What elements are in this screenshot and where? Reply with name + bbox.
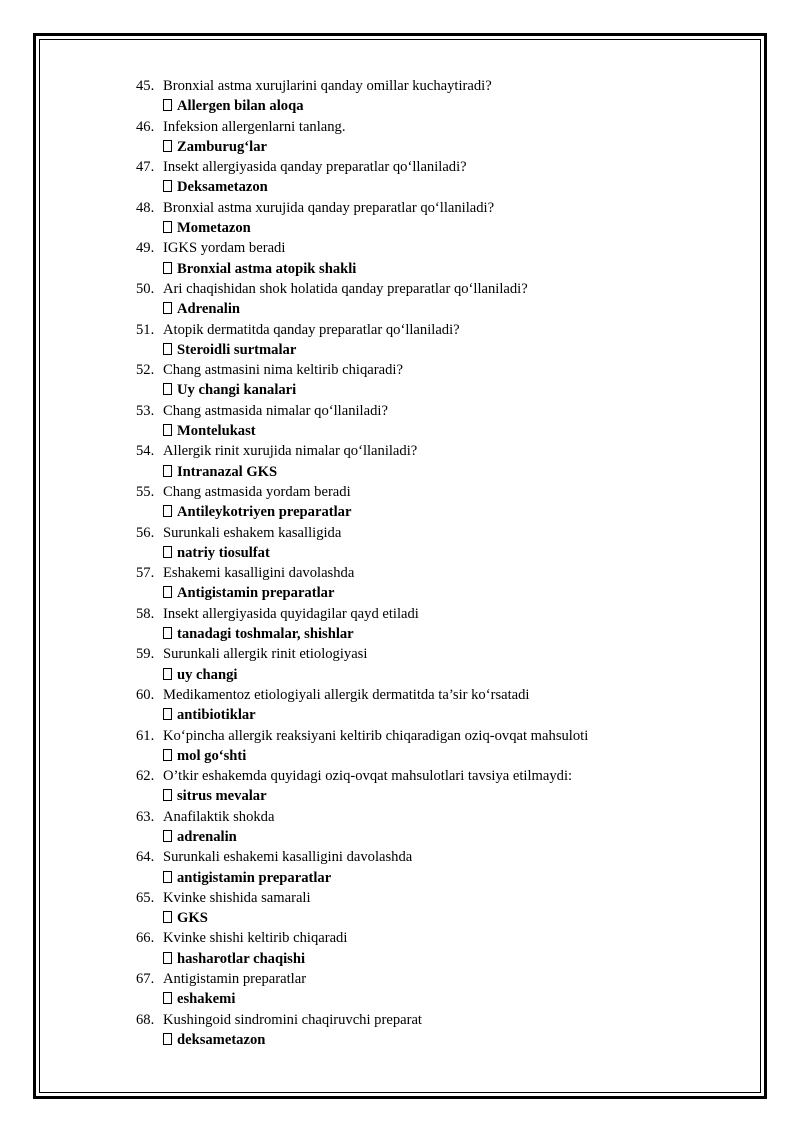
answer-text: deksametazon bbox=[177, 1031, 266, 1048]
answer-line bbox=[136, 299, 736, 319]
question-line bbox=[136, 969, 736, 989]
question-line bbox=[136, 238, 736, 258]
question-number: 65. bbox=[136, 889, 155, 906]
answer-line bbox=[136, 340, 736, 360]
question-number: 67. bbox=[136, 971, 155, 988]
question-number: 50. bbox=[136, 280, 155, 297]
question-number: 48. bbox=[136, 199, 155, 216]
answer-text: tanadagi toshmalar, shishlar bbox=[177, 626, 354, 643]
question-number: 64. bbox=[136, 849, 155, 866]
checkbox-glyph-icon bbox=[163, 221, 172, 233]
question-number: 62. bbox=[136, 768, 155, 785]
question-item bbox=[136, 847, 736, 888]
question-number: 56. bbox=[136, 524, 155, 541]
question-item bbox=[136, 198, 736, 239]
answer-line bbox=[136, 462, 736, 482]
question-line bbox=[136, 807, 736, 827]
question-line bbox=[136, 685, 736, 705]
question-number: 66. bbox=[136, 930, 155, 947]
question-line bbox=[136, 157, 736, 177]
checkbox-glyph-icon bbox=[163, 830, 172, 842]
question-text: Kushingoid sindromini chaqiruvchi preparat bbox=[163, 1011, 422, 1028]
question-line bbox=[136, 766, 736, 786]
checkbox-glyph-icon bbox=[163, 668, 172, 680]
answer-text: Intranazal GKS bbox=[177, 463, 278, 480]
question-text: O’tkir eshakemda quyidagi oziq-ovqat mahsulotlari tavsiya etilmaydi: bbox=[163, 768, 573, 785]
answer-text: natriy tiosulfat bbox=[177, 544, 270, 561]
answer-line bbox=[136, 827, 736, 847]
checkbox-glyph-icon bbox=[163, 424, 172, 436]
answer-text: Antileykotriyen preparatlar bbox=[177, 504, 352, 521]
question-number: 68. bbox=[136, 1011, 155, 1028]
question-line bbox=[136, 604, 736, 624]
answer-text: Deksametazon bbox=[177, 179, 268, 196]
answer-text: Steroidli surtmalar bbox=[177, 341, 297, 358]
checkbox-glyph-icon bbox=[163, 99, 172, 111]
checkbox-glyph-icon bbox=[163, 302, 172, 314]
question-line bbox=[136, 76, 736, 96]
answer-line bbox=[136, 665, 736, 685]
answer-text: antibiotiklar bbox=[177, 707, 256, 724]
question-number: 61. bbox=[136, 727, 155, 744]
question-line bbox=[136, 644, 736, 664]
question-number: 55. bbox=[136, 483, 155, 500]
question-text: Kvinke shishida samarali bbox=[163, 889, 311, 906]
answer-text: Mometazon bbox=[177, 220, 251, 237]
question-text: Eshakemi kasalligini davolashda bbox=[163, 565, 355, 582]
question-line bbox=[136, 1010, 736, 1030]
question-text: Chang astmasida nimalar qo‘llaniladi? bbox=[163, 402, 388, 419]
checkbox-glyph-icon bbox=[163, 586, 172, 598]
answer-text: Uy changi kanalari bbox=[177, 382, 297, 399]
question-item bbox=[136, 76, 736, 117]
question-line bbox=[136, 279, 736, 299]
checkbox-glyph-icon bbox=[163, 789, 172, 801]
checkbox-glyph-icon bbox=[163, 911, 172, 923]
question-line bbox=[136, 198, 736, 218]
question-item bbox=[136, 888, 736, 929]
answer-line bbox=[136, 746, 736, 766]
question-line bbox=[136, 888, 736, 908]
question-text: Infeksion allergenlarni tanlang. bbox=[163, 118, 346, 135]
question-text: Medikamentoz etiologiyali allergik dermatitda ta’sir ko‘rsatadi bbox=[163, 686, 530, 703]
question-number: 45. bbox=[136, 78, 155, 94]
checkbox-glyph-icon bbox=[163, 992, 172, 1004]
question-line bbox=[136, 563, 736, 583]
checkbox-glyph-icon bbox=[163, 505, 172, 517]
question-text: IGKS yordam beradi bbox=[163, 240, 286, 257]
question-text: Bronxial astma xurujida qanday preparatlar qo‘llaniladi? bbox=[163, 199, 495, 216]
question-number: 57. bbox=[136, 565, 155, 582]
answer-text: Bronxial astma atopik shakli bbox=[177, 260, 357, 277]
question-item bbox=[136, 117, 736, 158]
checkbox-glyph-icon bbox=[163, 952, 172, 964]
question-line bbox=[136, 320, 736, 340]
answer-line bbox=[136, 177, 736, 197]
question-item bbox=[136, 807, 736, 848]
question-text: Kvinke shishi keltirib chiqaradi bbox=[163, 930, 348, 947]
question-number: 60. bbox=[136, 686, 155, 703]
question-line bbox=[136, 523, 736, 543]
question-text: Surunkali allergik rinit etiologiyasi bbox=[163, 646, 368, 663]
question-line bbox=[136, 847, 736, 867]
answer-line bbox=[136, 908, 736, 928]
question-item bbox=[136, 157, 736, 198]
checkbox-glyph-icon bbox=[163, 465, 172, 477]
question-item bbox=[136, 523, 736, 564]
answer-text: antigistamin preparatlar bbox=[177, 869, 332, 886]
answer-text: hasharotlar chaqishi bbox=[177, 950, 306, 967]
question-text: Antigistamin preparatlar bbox=[163, 971, 307, 988]
checkbox-glyph-icon bbox=[163, 343, 172, 355]
question-text: Chang astmasida yordam beradi bbox=[163, 483, 351, 500]
answer-text: Adrenalin bbox=[177, 301, 240, 318]
answer-text: Allergen bilan aloqa bbox=[177, 98, 304, 115]
question-number: 51. bbox=[136, 321, 155, 338]
answer-text: Zamburug‘lar bbox=[177, 138, 267, 155]
question-item bbox=[136, 401, 736, 442]
answer-line bbox=[136, 543, 736, 563]
answer-line bbox=[136, 380, 736, 400]
question-number: 49. bbox=[136, 240, 155, 257]
question-list bbox=[136, 76, 736, 1050]
answer-line bbox=[136, 989, 736, 1009]
answer-text: GKS bbox=[177, 910, 208, 927]
answer-text: adrenalin bbox=[177, 828, 237, 845]
question-line bbox=[136, 726, 736, 746]
answer-line bbox=[136, 624, 736, 644]
question-item bbox=[136, 482, 736, 523]
question-text: Chang astmasini nima keltirib chiqaradi? bbox=[163, 362, 403, 379]
question-item bbox=[136, 685, 736, 726]
answer-line bbox=[136, 137, 736, 157]
question-number: 63. bbox=[136, 808, 155, 825]
checkbox-glyph-icon bbox=[163, 708, 172, 720]
question-text: Allergik rinit xurujida nimalar qo‘llaniladi? bbox=[163, 443, 418, 460]
answer-line bbox=[136, 1030, 736, 1050]
question-item bbox=[136, 441, 736, 482]
answer-line bbox=[136, 259, 736, 279]
question-item bbox=[136, 604, 736, 645]
answer-text: sitrus mevalar bbox=[177, 788, 267, 805]
answer-line bbox=[136, 96, 736, 116]
question-item bbox=[136, 928, 736, 969]
question-item bbox=[136, 279, 736, 320]
question-item bbox=[136, 644, 736, 685]
question-item bbox=[136, 360, 736, 401]
checkbox-glyph-icon bbox=[163, 749, 172, 761]
checkbox-glyph-icon bbox=[163, 871, 172, 883]
answer-text: mol go‘shti bbox=[177, 747, 247, 764]
answer-text: Antigistamin preparatlar bbox=[177, 585, 335, 602]
checkbox-glyph-icon bbox=[163, 1033, 172, 1045]
question-text: Surunkali eshakemi kasalligini davolashda bbox=[163, 849, 413, 866]
question-line bbox=[136, 117, 736, 137]
question-line bbox=[136, 928, 736, 948]
question-number: 59. bbox=[136, 646, 155, 663]
question-item bbox=[136, 238, 736, 279]
question-text: Ko‘pincha allergik reaksiyani keltirib chiqaradigan oziq-ovqat mahsuloti bbox=[163, 727, 589, 744]
question-number: 46. bbox=[136, 118, 155, 135]
checkbox-glyph-icon bbox=[163, 383, 172, 395]
question-line bbox=[136, 441, 736, 461]
question-text: Anafilaktik shokda bbox=[163, 808, 275, 825]
answer-text: Montelukast bbox=[177, 423, 256, 440]
question-item bbox=[136, 320, 736, 361]
question-item bbox=[136, 969, 736, 1010]
question-number: 47. bbox=[136, 159, 155, 176]
question-line bbox=[136, 482, 736, 502]
question-number: 58. bbox=[136, 605, 155, 622]
answer-line bbox=[136, 218, 736, 238]
checkbox-glyph-icon bbox=[163, 180, 172, 192]
question-line bbox=[136, 360, 736, 380]
question-text: Insekt allergiyasida qanday preparatlar qo‘llaniladi? bbox=[163, 159, 467, 176]
question-text: Surunkali eshakem kasalligida bbox=[163, 524, 342, 541]
question-line bbox=[136, 401, 736, 421]
answer-line bbox=[136, 583, 736, 603]
checkbox-glyph-icon bbox=[163, 627, 172, 639]
answer-line bbox=[136, 421, 736, 441]
question-item bbox=[136, 766, 736, 807]
answer-line bbox=[136, 502, 736, 522]
question-item bbox=[136, 1010, 736, 1051]
answer-text: eshakemi bbox=[177, 991, 236, 1008]
question-text: Atopik dermatitda qanday preparatlar qo‘llaniladi? bbox=[163, 321, 460, 338]
question-number: 53. bbox=[136, 402, 155, 419]
answer-line bbox=[136, 705, 736, 725]
question-number: 52. bbox=[136, 362, 155, 379]
question-number: 54. bbox=[136, 443, 155, 460]
checkbox-glyph-icon bbox=[163, 140, 172, 152]
answer-text: uy changi bbox=[177, 666, 238, 683]
question-text: Bronxial astma xurujlarini qanday omillar kuchaytiradi? bbox=[163, 78, 492, 94]
question-text: Ari chaqishidan shok holatida qanday preparatlar qo‘llaniladi? bbox=[163, 280, 528, 297]
checkbox-glyph-icon bbox=[163, 262, 172, 274]
answer-line bbox=[136, 949, 736, 969]
answer-line bbox=[136, 868, 736, 888]
question-item bbox=[136, 563, 736, 604]
checkbox-glyph-icon bbox=[163, 546, 172, 558]
question-item bbox=[136, 726, 736, 767]
answer-line bbox=[136, 786, 736, 806]
question-text: Insekt allergiyasida quyidagilar qayd etiladi bbox=[163, 605, 419, 622]
